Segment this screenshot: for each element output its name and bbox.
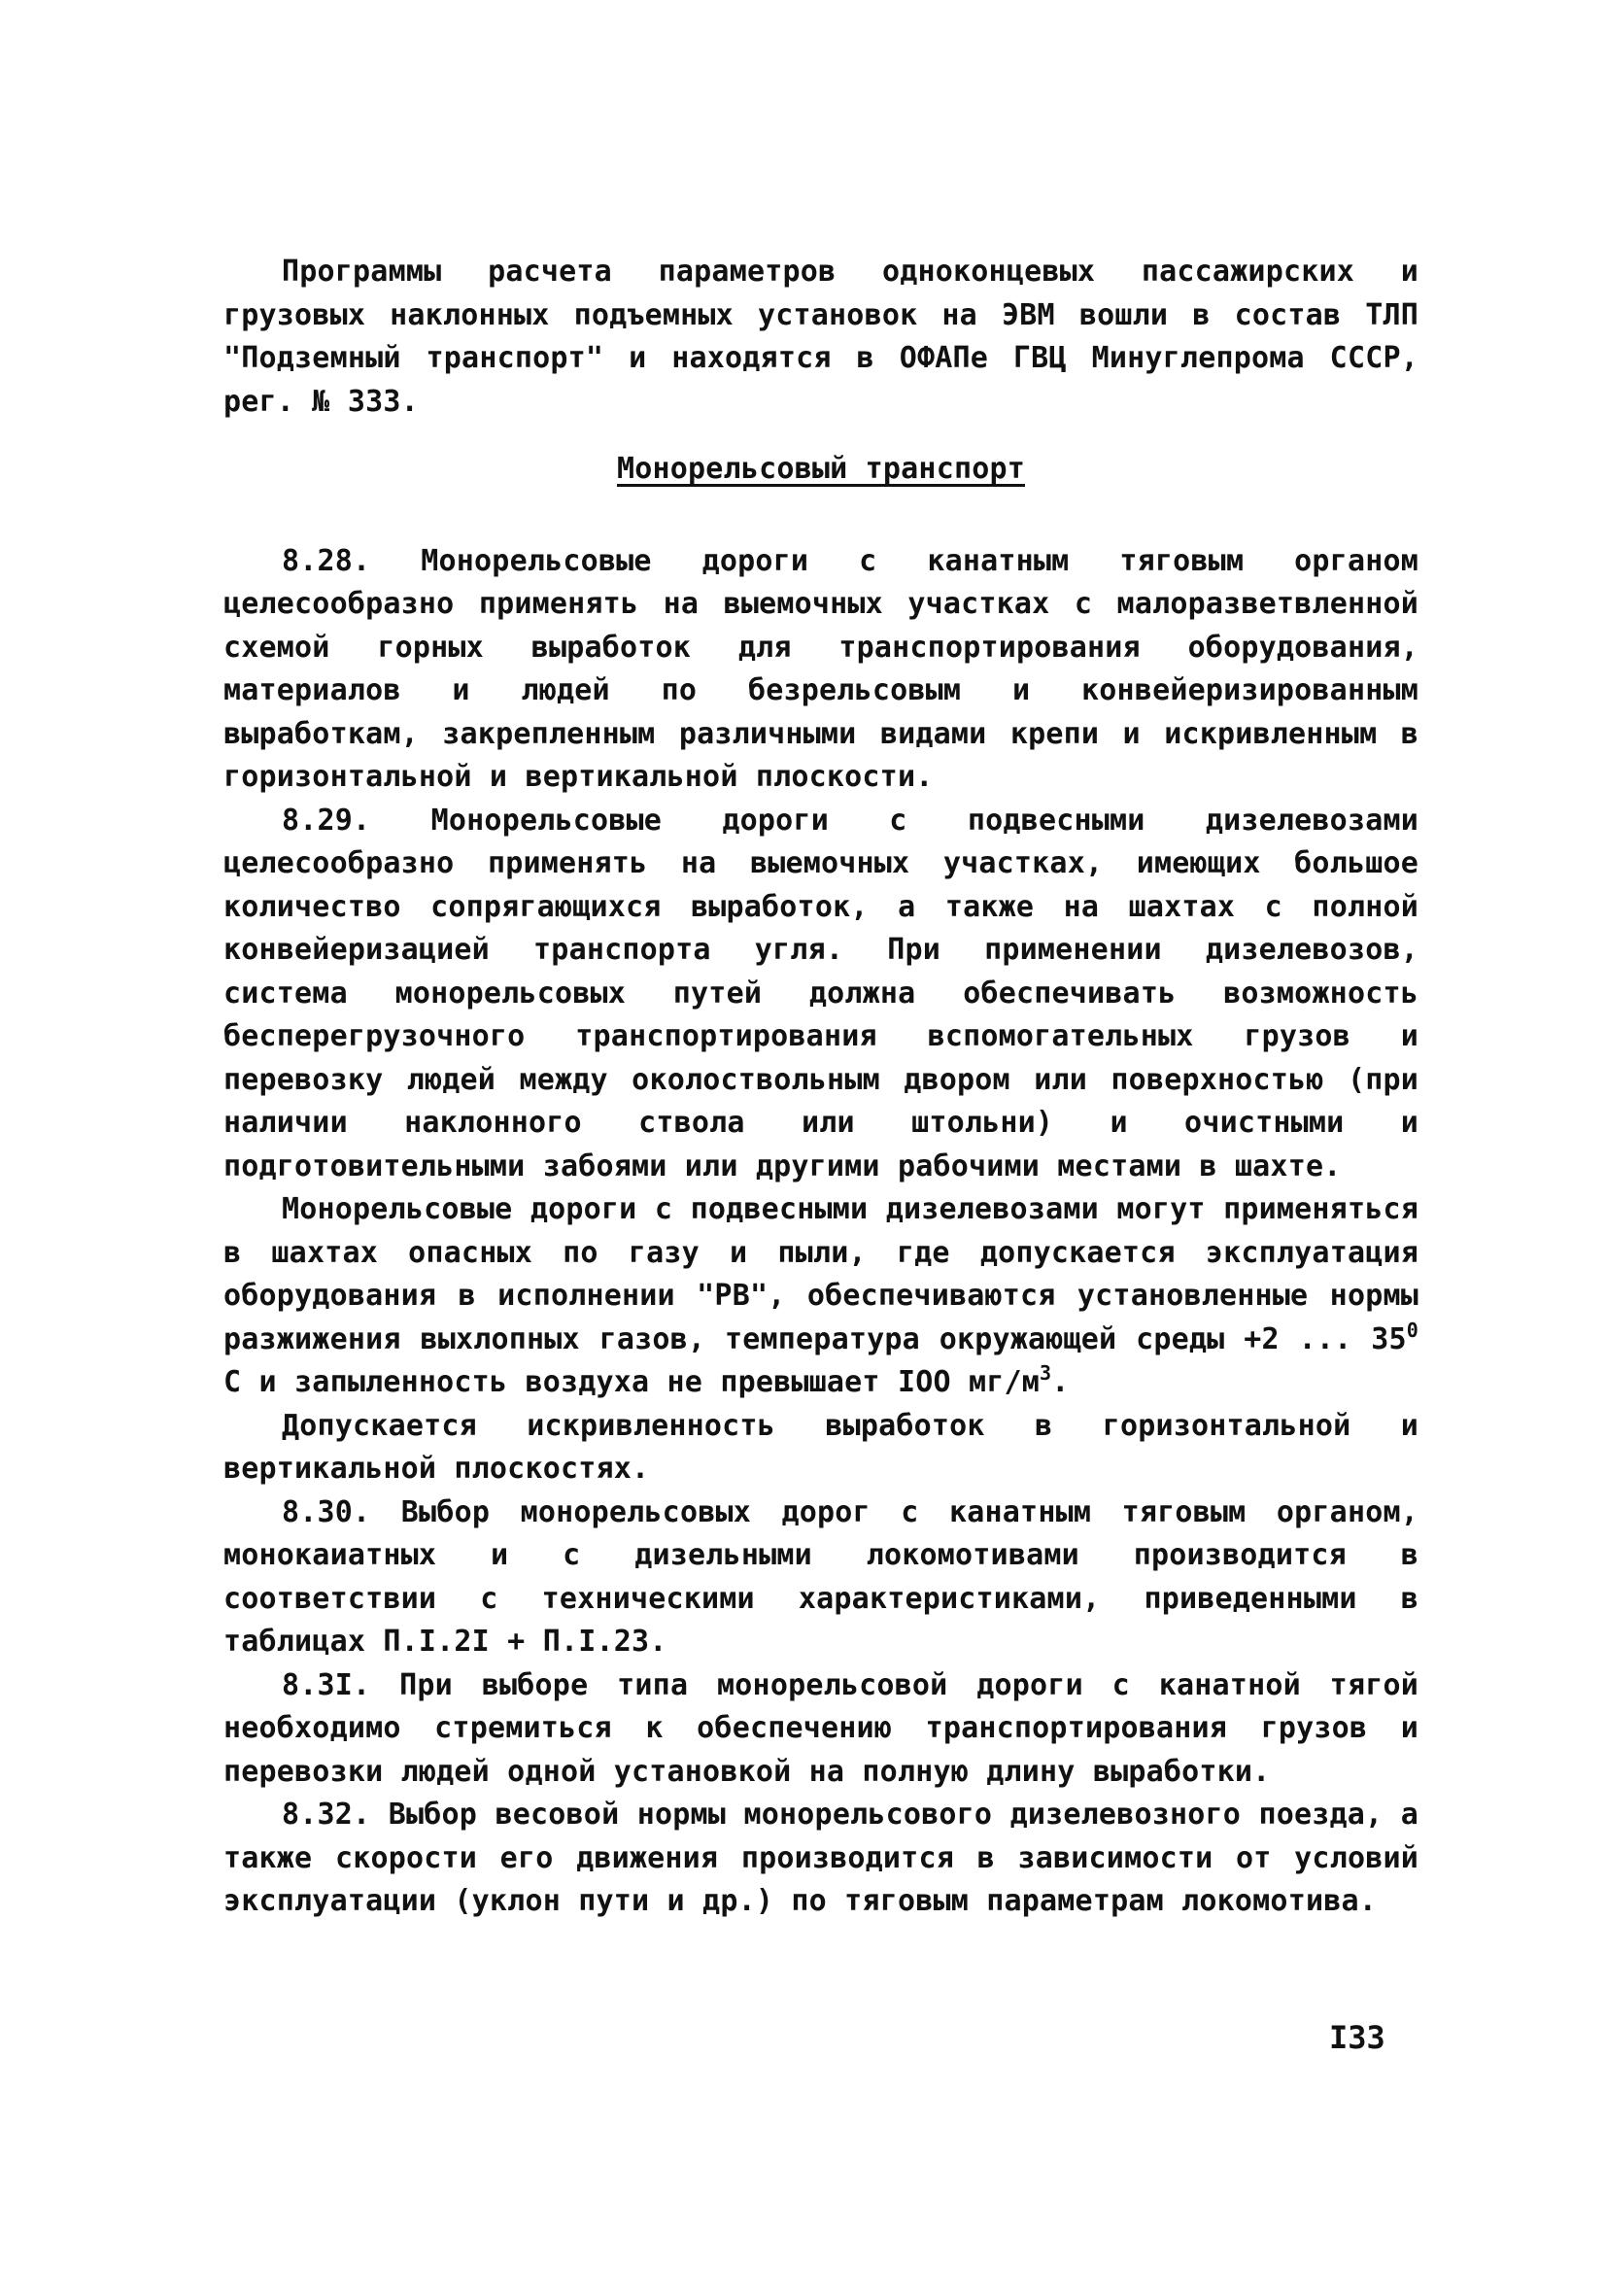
paragraph-8-32: 8.32. Выбор весовой нормы монорельсового дизелевозного поезда, а также скорости его движения производится в зависимости от условий эксплуатации (уклон пути и др.) по тяговым параметрам локомотива. <box>223 1798 1418 1918</box>
body-text <box>223 251 1418 1924</box>
cubic-superscript: 3 <box>1040 1361 1052 1385</box>
degree-superscript: 0 <box>1406 1318 1418 1342</box>
paragraph-8-29: 8.29. Монорельсовые дороги с подвесными дизелевозами целесообразно применять на выемочных участках, имеющих большое количество сопрягающихся выработок, а также на шахтах с полной конвейеризацией транспорта угля. При применении дизелевозов, система монорельсовых путей должна обеспечивать возможность бесперегрузочного транспортирования вспомогательных грузов и перевозку людей между околоствольным двором или поверхностью (при наличии наклонного ствола или штольни) и очистными и подготовительными забоями или другими рабочими местами в шахте. <box>223 803 1418 1183</box>
page-number: I33 <box>1329 2019 1385 2056</box>
paragraph-8-31: 8.3I. При выборе типа монорельсовой дороги с канатной тягой необходимо стремиться к обеспечению транспортирования грузов и перевозки людей одной установкой на полную длину выработки. <box>223 1667 1418 1789</box>
paragraph-diesel-conditions-end: . <box>1051 1365 1070 1399</box>
paragraph-8-30: 8.30. Выбор монорельсовых дорог с канатным тяговым органом, монокаиатных и с дизельными локомотивами производится в соответствии с техническими характеристиками, приведенными в таблицах П.I.2I + П.I.23. <box>223 1494 1418 1659</box>
paragraph-diesel-conditions-text: Монорельсовые дороги с подвесными дизелевозами могут применяться в шахтах опасных по газу и пыли, где допускается эксплуатация оборудования в исполнении "РВ", обеспечиваются установленные нормы разжижения выхлопных газов, температура окружающей среды +2 ... 35 <box>223 1192 1418 1356</box>
paragraph-curvature: Допускается искривленность выработок в горизонтальной и вертикальной плоскостях. <box>223 1408 1418 1486</box>
paragraph-diesel-conditions-tail: С и запыленность воздуха не превышает IOO мг/м <box>223 1365 1041 1399</box>
paragraph-8-28: 8.28. Монорельсовые дороги с канатным тяговым органом целесообразно применять на выемочных участках с малоразветвленной схемой горных выработок для транспортирования оборудования, материалов и людей по безрельсовым и конвейеризированным выработкам, закрепленным различными видами крепи и искривленным в горизонтальной и вертикальной плоскости. <box>223 543 1418 794</box>
intro-paragraph: Программы расчета параметров одноконцевых пассажирских и грузовых наклонных подъемных установок на ЭВМ вошли в состав ТЛП "Подземный транспорт" и находятся в ОФАПе ГВЦ Минуглепрома СССР, рег. № 333. <box>223 255 1418 419</box>
paragraph-diesel-conditions <box>223 1188 1418 1405</box>
section-heading: Монорельсовый транспорт <box>616 452 1025 486</box>
